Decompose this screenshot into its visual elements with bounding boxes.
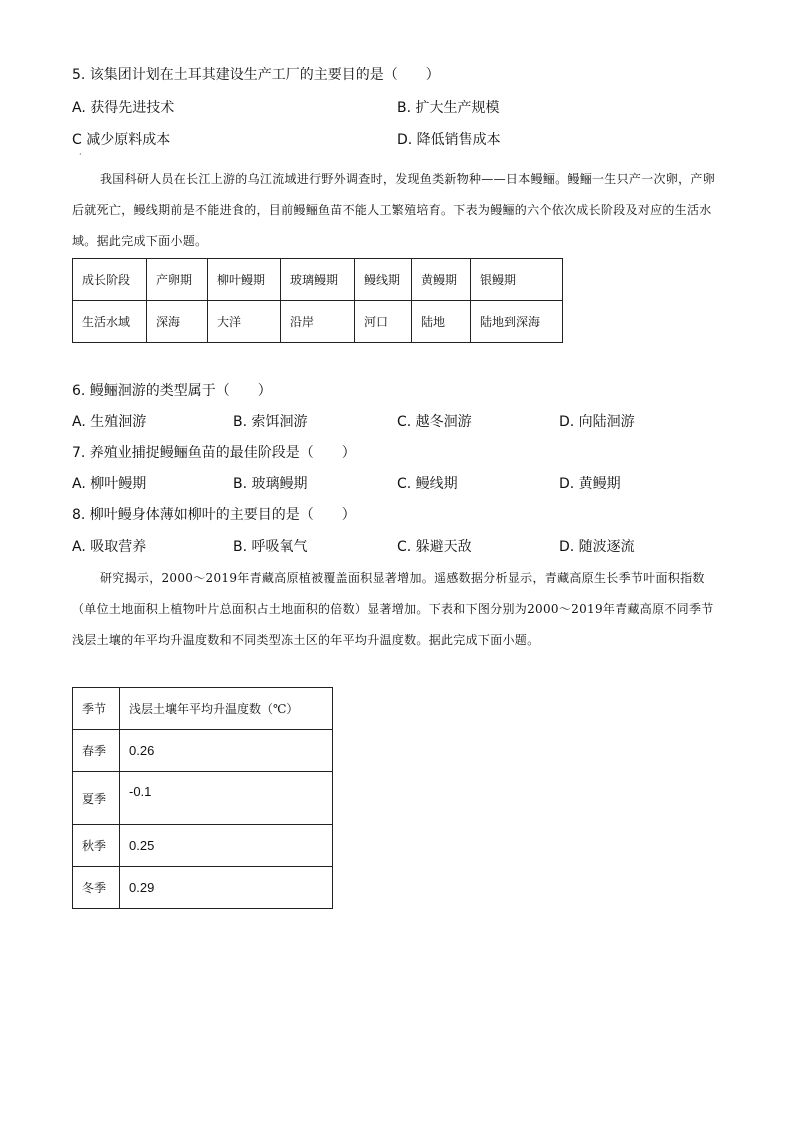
table-cell: 陆地: [412, 301, 471, 343]
table-row: [73, 301, 563, 343]
q6-option-c: C. 越冬洄游: [397, 414, 472, 430]
table-cell: -0.1: [120, 772, 333, 825]
table-cell: 玻璃鳗期: [281, 259, 355, 301]
table-cell: 产卵期: [147, 259, 208, 301]
table-cell: 夏季: [73, 772, 120, 825]
q8-option-c: C. 躲避天敌: [397, 539, 472, 555]
table-cell: 秋季: [73, 825, 120, 867]
table-cell: 0.25: [120, 825, 333, 867]
table-cell: 深海: [147, 301, 208, 343]
q8-option-b: B. 呼吸氧气: [233, 539, 308, 555]
q7-stem: 7. 养殖业捕捉鳗鲡鱼苗的最佳阶段是（ ）: [72, 445, 356, 461]
growth-stage-table: [72, 258, 563, 343]
table-cell: 春季: [73, 730, 120, 772]
q8-stem: 8. 柳叶鳗身体薄如柳叶的主要目的是（ ）: [72, 507, 356, 523]
table-header-cell: 浅层土壤年平均升温度数（℃）: [120, 688, 333, 730]
q6-option-a: A. 生殖洄游: [72, 414, 147, 430]
q6-stem: 6. 鳗鲡洄游的类型属于（ ）: [72, 383, 272, 399]
table-cell: 冬季: [73, 867, 120, 909]
table-row: [73, 867, 333, 909]
q8-option-a: A. 吸取营养: [72, 539, 147, 555]
passage-2: 研究揭示，2000～2019年青藏高原植被覆盖面积显著增加。遥感数据分析显示，青藏高原生长季节叶面积指数（单位土地面积上植物叶片总面积占土地面积的倍数）显著增加。下表和下图分别为2000～2019年青藏高原不同季节浅层土壤的年平均升温度数和不同类型冻土区的年平均升温度数。据此完成下面小题。: [72, 571, 714, 647]
table-cell: 0.29: [120, 867, 333, 909]
table-cell: 生活水域: [73, 301, 147, 343]
soil-warming-table: [72, 687, 333, 909]
table-header-cell: 季节: [73, 688, 120, 730]
table-cell: 沿岸: [281, 301, 355, 343]
q6-option-d: D. 向陆洄游: [559, 414, 635, 430]
q7-option-a: A. 柳叶鳗期: [72, 476, 147, 492]
table-row: [73, 772, 333, 825]
q5-option-a: A. 获得先进技术: [72, 100, 175, 116]
q5-option-c: C 减少原料成本: [72, 132, 171, 148]
table-row: [73, 259, 563, 301]
q7-option-b: B. 玻璃鳗期: [233, 476, 308, 492]
table-cell: 河口: [355, 301, 412, 343]
table-cell: 黄鳗期: [412, 259, 471, 301]
q5-stem: 5. 该集团计划在土耳其建设生产工厂的主要目的是（ ）: [72, 67, 440, 83]
stray-mark: ·: [79, 150, 82, 159]
table-cell: 0.26: [120, 730, 333, 772]
q7-option-d: D. 黄鳗期: [559, 476, 621, 492]
table-row: [73, 825, 333, 867]
q8-option-d: D. 随波逐流: [559, 539, 635, 555]
table-cell: 银鳗期: [471, 259, 563, 301]
q5-option-d: D. 降低销售成本: [397, 132, 501, 148]
q7-option-c: C. 鳗线期: [397, 476, 458, 492]
table-cell: 成长阶段: [73, 259, 147, 301]
q5-option-b: B. 扩大生产规模: [397, 100, 500, 116]
q6-option-b: B. 索饵洄游: [233, 414, 308, 430]
table-header-row: [73, 688, 333, 730]
table-cell: 陆地到深海: [471, 301, 563, 343]
table-row: [73, 730, 333, 772]
table-cell: 鳗线期: [355, 259, 412, 301]
table-cell: 大洋: [208, 301, 281, 343]
table-cell: 柳叶鳗期: [208, 259, 281, 301]
passage-1: 我国科研人员在长江上游的乌江流域进行野外调查时，发现鱼类新物种——日本鳗鲡。鳗鲡一生只产一次卵，产卵后就死亡，鳗线期前是不能进食的，目前鳗鲡鱼苗不能人工繁殖培育。下表为鳗鲡的六个依次成长阶段及对应的生活水域。据此完成下面小题。: [72, 172, 716, 248]
